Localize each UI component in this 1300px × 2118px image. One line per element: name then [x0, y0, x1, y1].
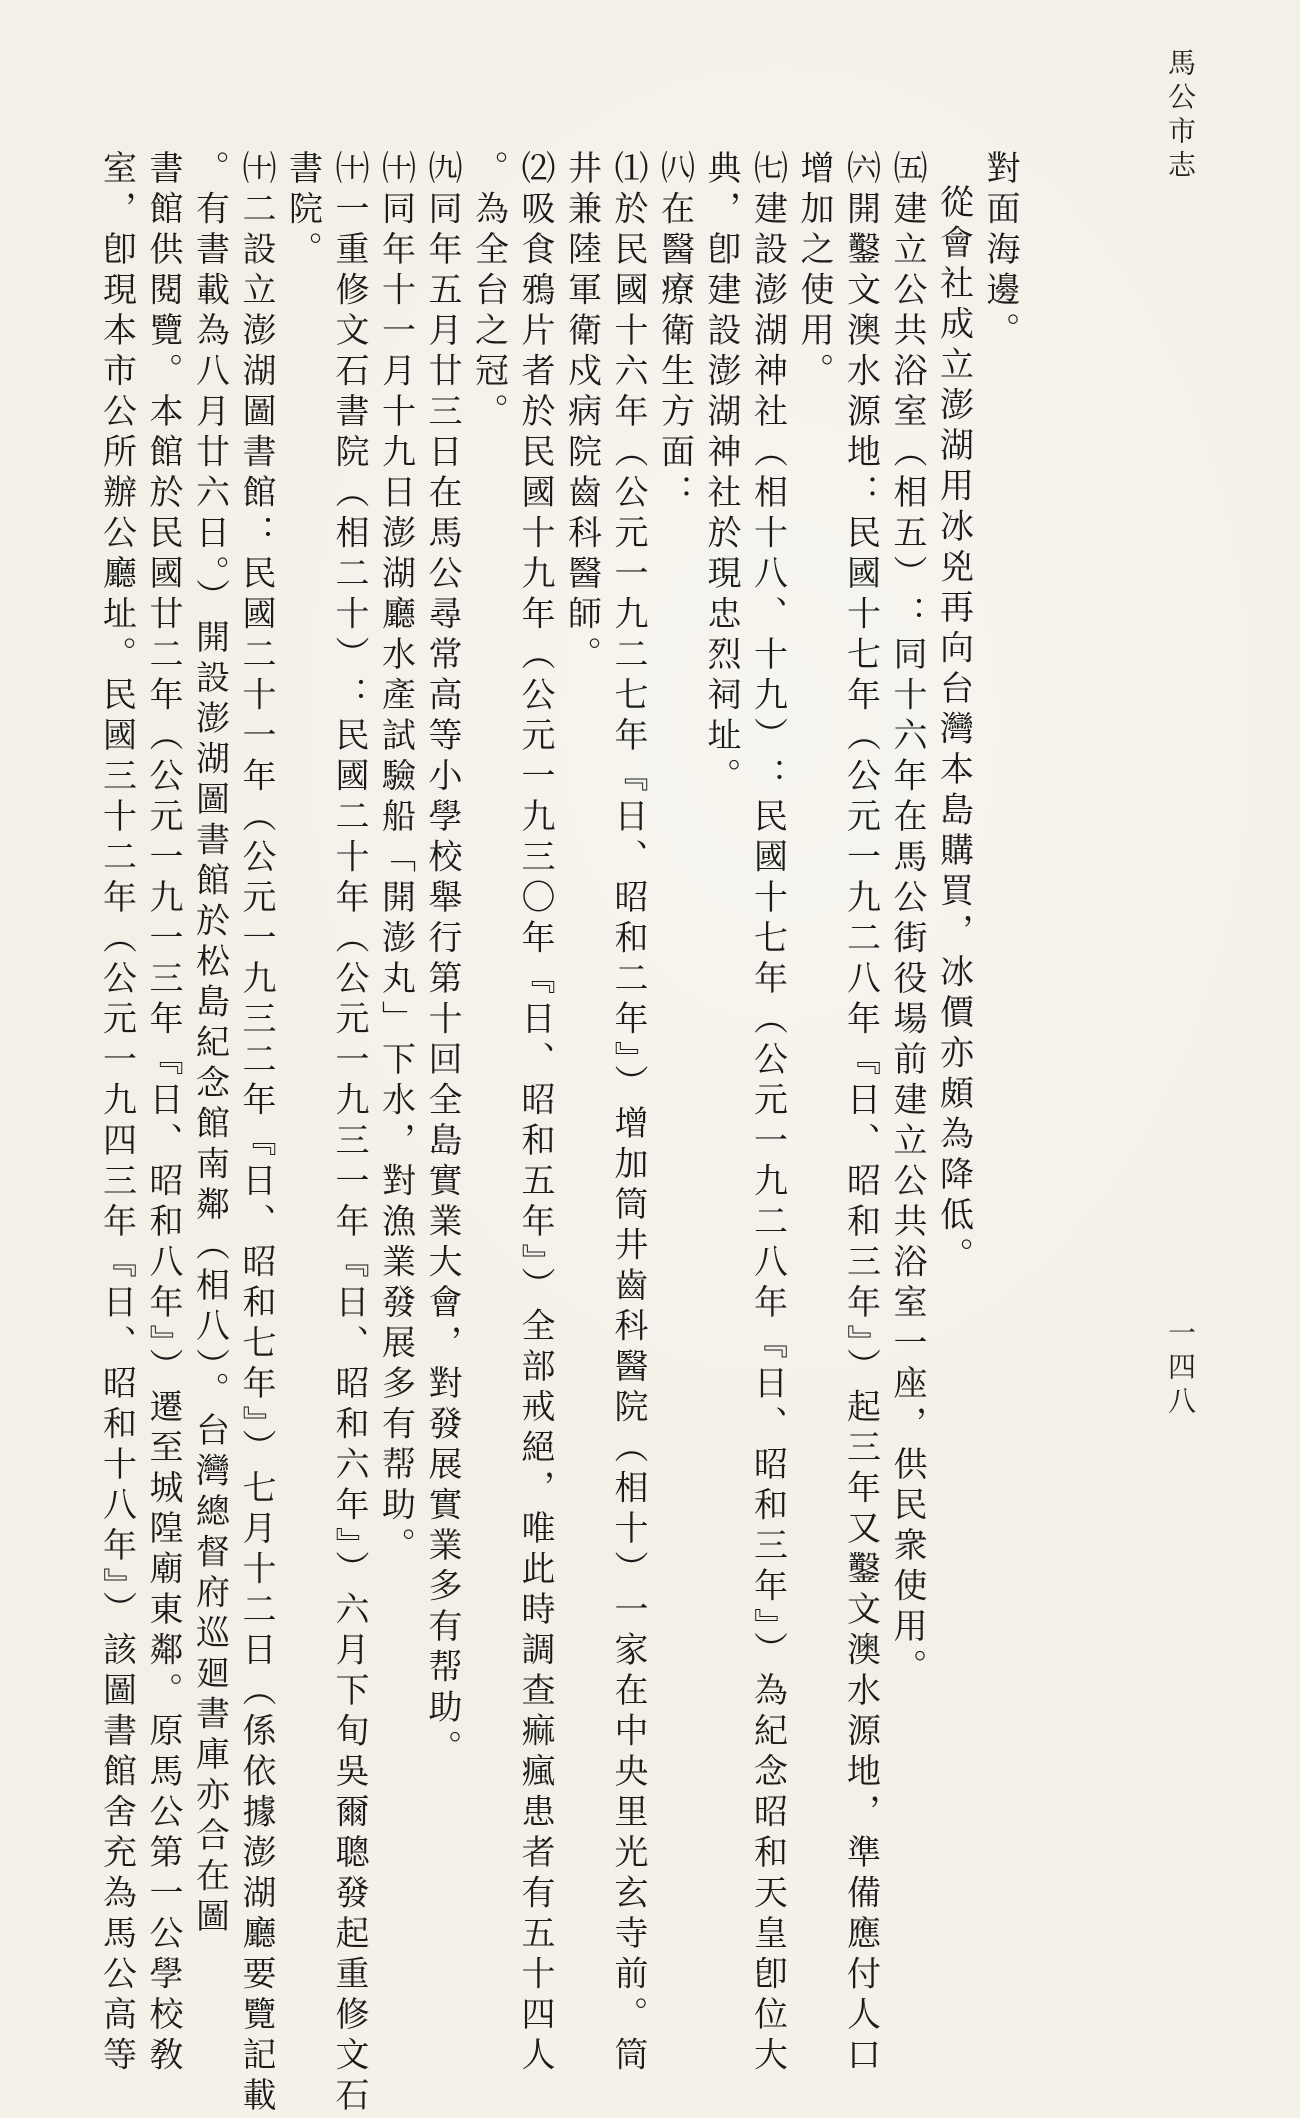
- page-number: 一四八: [1164, 1318, 1197, 1420]
- text-column: 書館供閱覽。本館於民國廿二年（公元一九一三年『日、昭和八年』）遷至城隍廟東鄰。原馬公第一公學校敎: [143, 150, 183, 2077]
- text-column: ㈤建立公共浴室（相五）：同十六年在馬公街役場前建立公共浴室一座，供民衆使用。: [887, 150, 927, 1689]
- text-column: 增加之使用。: [794, 150, 834, 393]
- text-column: ㈦建設澎湖神社（相十八、十九）：民國十七年（公元一九二八年『日、昭和三年』）為紀念昭和天皇卽位大: [747, 150, 788, 2077]
- text-column: ㈩二設立澎湖圖書館：民國二十一年（公元一九三二年『日、昭和七年』）七月十二日（係依據澎湖廳要覽記載: [236, 150, 276, 2118]
- text-column: 書院。: [282, 150, 323, 272]
- text-column: 。有書載為八月廿六日。）開設澎湖圖書館於松島紀念館南鄰（相八）。台灣總督府巡廻書庫亦合在圖: [189, 150, 230, 1939]
- text-column: 。為全台之冠。: [468, 150, 509, 434]
- text-column: ㈩一重修文石書院（相二十）：民國二十年（公元一九三一年『日、昭和六年』）六月下旬吳爾聰發起重修文石: [329, 150, 369, 2118]
- text-column: ㈧在醫療衛生方面：: [654, 150, 695, 515]
- text-column: 從會社成立澎湖用冰兇再向台灣本島購買，冰價亦頗為降低。: [933, 184, 974, 1278]
- text-column: 室，卽現本市公所辦公廳址。民國三十二年（公元一九四三年『日、昭和十八年』）該圖書館舍充為馬公高等: [96, 150, 137, 2077]
- text-column: 典，卽建設澎湖神社於現忠烈祠址。: [701, 150, 741, 798]
- text-column: 對面海邊。: [980, 150, 1020, 353]
- book-title-header: 馬公市志: [1164, 48, 1197, 184]
- text-column: 井兼陸軍衛戍病院齒科醫師。: [561, 150, 602, 677]
- text-column: ㈨同年五月廿三日在馬公尋常高等小學校舉行第十回全島實業大會，對發展實業多有帮助。: [422, 150, 462, 1770]
- text-column: ㈥開鑿文澳水源地：民國十七年（公元一九二八年『日、昭和三年』）起三年又鑿文澳水源地，準備應付人口: [840, 150, 881, 2077]
- text-column: ⑵吸食鴉片者於民國十九年（公元一九三〇年『日、昭和五年』）全部戒絕，唯此時調查痲瘋患者有五十四人: [515, 150, 555, 2077]
- text-column: ㈩同年十一月十九日澎湖廳水產試驗船「開澎丸」下水，對漁業發展多有帮助。: [375, 150, 416, 1568]
- text-column: ⑴於民國十六年（公元一九二七年『日、昭和二年』）增加筒井齒科醫院（相十）一家在中央里光玄寺前。筒: [608, 150, 648, 2077]
- vertical-body-text: [96, 150, 1023, 2118]
